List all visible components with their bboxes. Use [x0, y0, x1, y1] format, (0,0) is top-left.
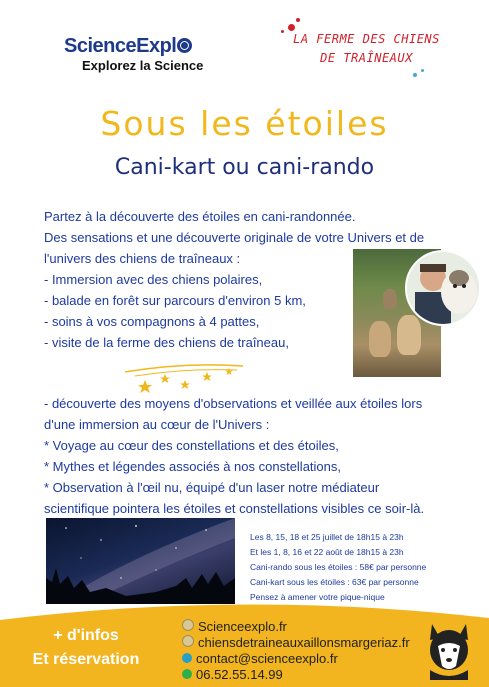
website-link[interactable]: Scienceexplo.fr	[198, 619, 287, 634]
night-sky-photo	[46, 518, 235, 604]
schedule-info	[250, 530, 426, 605]
logo-tagline: Explorez la Science	[82, 58, 204, 73]
dog-figure	[397, 315, 421, 355]
website-link[interactable]: chiensdetraineauxaillonsmargeriaz.fr	[198, 635, 410, 650]
phone-row[interactable]	[182, 667, 410, 683]
price-rando: Cani-rando sous les étoiles : 58€ par personne	[250, 562, 427, 572]
price-kart: Cani-kart sous les étoiles : 63€ par personne	[250, 577, 419, 587]
page-title: Sous les étoiles	[100, 104, 389, 143]
text-line: - découverte des moyens d'observations et veillée aux étoiles lors	[44, 396, 423, 411]
website-link-row[interactable]	[182, 619, 410, 635]
scienceexplo-logo	[64, 35, 192, 58]
text-line: * Mythes et légendes associés à nos constellations,	[44, 459, 342, 474]
paint-splat-icon	[413, 73, 417, 77]
text-line: - soins à vos compagnons à 4 pattes,	[44, 314, 260, 329]
musher-with-husky-icon	[407, 252, 479, 324]
logo-name: ScienceExpl	[64, 35, 177, 57]
dog-figure	[369, 321, 391, 357]
phone-icon	[182, 669, 192, 679]
website-link-row[interactable]	[182, 635, 410, 651]
web-icon	[182, 619, 194, 631]
mail-icon	[182, 653, 192, 663]
paint-splat-icon	[288, 24, 295, 31]
reservation-label: Et réservation	[32, 651, 140, 668]
paint-splat-icon	[421, 69, 424, 72]
text-line: d'une immersion au cœur de l'Univers :	[44, 417, 270, 432]
text-line: scientifique pointera les étoiles et constellations visibles ce soir-là.	[44, 501, 425, 516]
text-line: - balade en forêt sur parcours d'environ 5 km,	[44, 293, 306, 308]
email-link-row[interactable]	[182, 651, 410, 667]
page-subtitle: Cani-kart ou cani-rando	[114, 155, 375, 180]
milky-way-icon	[46, 518, 235, 604]
picnic-note: Pensez à amener votre pique-nique	[250, 592, 385, 602]
program-text	[44, 393, 424, 519]
paint-splat-icon	[281, 30, 284, 33]
contact-list	[182, 619, 410, 683]
dates-august: Et les 1, 8, 16 et 22 août de 18h15 à 23h	[250, 547, 404, 557]
text-line: Partez à la découverte des étoiles en cani-randonnée.	[44, 209, 356, 224]
text-line: - Immersion avec des chiens polaires,	[44, 272, 263, 287]
text-line: * Voyage au cœur des constellations et des étoiles,	[44, 438, 339, 453]
dates-july: Les 8, 15, 18 et 25 juillet de 18h15 à 23h	[250, 532, 404, 542]
husky-icon	[424, 620, 474, 680]
dog-figure	[383, 289, 397, 309]
email-link[interactable]: contact@scienceexplo.fr	[196, 651, 338, 666]
paint-splat-icon	[296, 18, 300, 22]
text-line: * Observation à l'œil nu, équipé d'un laser notre médiateur	[44, 480, 380, 495]
phone-number[interactable]: 06.52.55.14.99	[196, 667, 283, 682]
photo-credit	[462, 505, 472, 595]
text-line: Des sensations et une découverte originale de votre Univers et de	[44, 230, 425, 245]
more-info-label: + d'infos	[53, 627, 119, 644]
contact-callout	[26, 624, 146, 672]
shooting-stars-icon	[125, 358, 245, 398]
partner-line-2: DE TRAÎNEAUX	[320, 51, 413, 65]
musher-photo	[405, 250, 481, 326]
partner-line-1: LA FERME DES CHIENS	[293, 32, 440, 46]
text-line: l'univers des chiens de traîneaux :	[44, 251, 241, 266]
text-line: - visite de la ferme des chiens de traîneau,	[44, 335, 289, 350]
partner-logo	[284, 30, 449, 68]
web-icon	[182, 635, 194, 647]
globe-icon	[177, 38, 192, 53]
